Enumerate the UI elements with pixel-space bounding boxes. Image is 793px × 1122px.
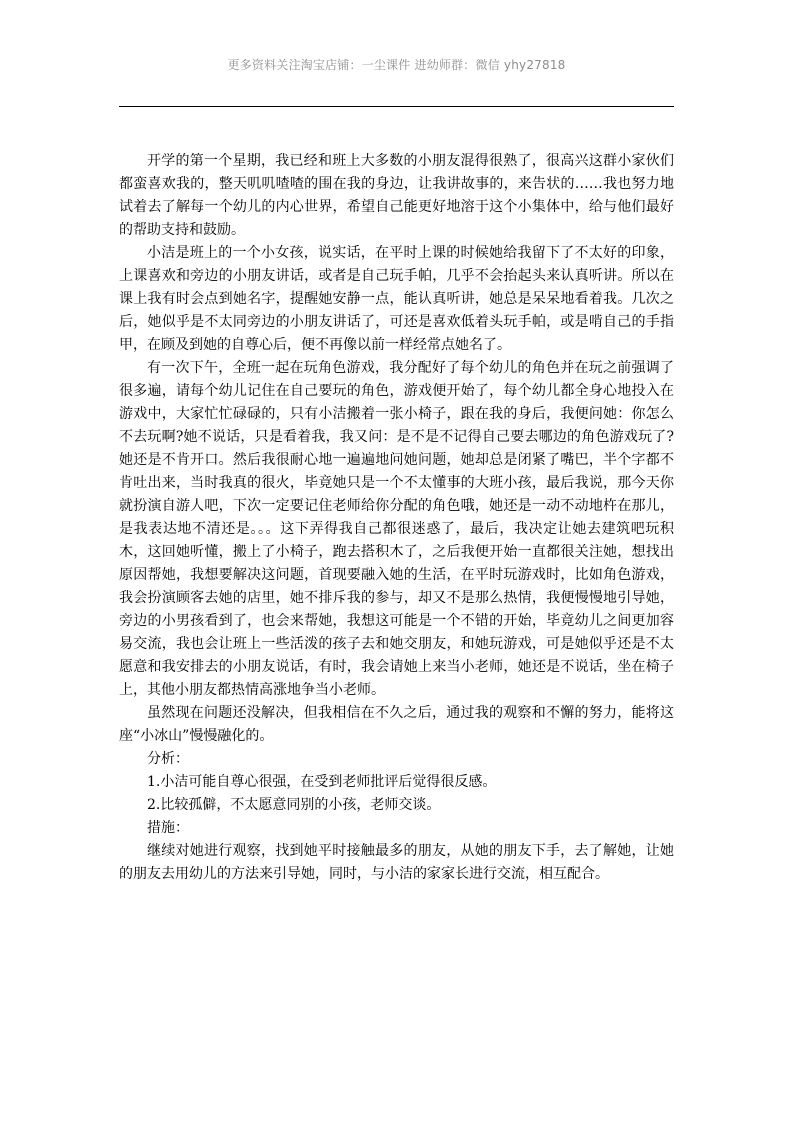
paragraph-background: 小洁是班上的一个小女孩，说实话，在平时上课的时候她给我留下了不太好的印象，上课喜欢和旁边的小朋友讲话，或者是自己玩手帕，几乎不会抬起头来认真听讲。所以在课上我有时会点到她名字，提醒她安静一点，能认真听讲，她总是呆呆地看着我。几次之后，她似乎是不太同旁边的小朋友讲话了，可还是喜欢低着头玩手帕，或是啃自己的手指甲，在顾及到她的自尊心后，便不再像以前一样经常点她名了。 [119, 245, 674, 353]
paragraph-outlook: 虽然现在问题还没解决，但我相信在不久之后，通过我的观察和不懈的努力，能将这座“小冰山”慢慢融化的。 [119, 705, 674, 744]
page-header-text: 更多资料关注淘宝店铺：一尘课件 进幼师群：微信 yhy27818 [227, 58, 566, 72]
document-body [119, 150, 674, 886]
measures-heading: 措施： [147, 820, 189, 836]
paragraph-incident: 有一次下午，全班一起在玩角色游戏，我分配好了每个幼儿的角色并在玩之前强调了很多遍，请每个幼儿记住在自己要玩的角色，游戏便开始了，每个幼儿都全身心地投入在游戏中，大家忙忙碌碌的，只有小洁搬着一张小椅子，跟在我的身后，我便问她：你怎么不去玩啊?她不说话，只是看着我，我又问：是不是不记得自己要去哪边的角色游戏玩了?她还是不肯开口。然后我很耐心地一遍遍地问她问题，她却总是闭紧了嘴巴，半个字都不肯吐出来，当时我真的很火，毕竟她只是一个不太懂事的大班小孩，最后我说，那今天你就扮演自游人吧，下次一定要记住老师给你分配的角色哦，她还是一动不动地杵在那儿，是我表达地不清还是。。。这下弄得我自己都很迷惑了，最后，我决定让她去建筑吧玩积木，这回她听懂，搬上了小椅子，跑去搭积木了，之后我便开始一直都很关注她，想找出原因帮她，我想要解决这问题，首现要融入她的生活，在平时玩游戏时，比如角色游戏，我会扮演顾客去她的店里，她不排斥我的参与，却又不是那么热情，我便慢慢地引导她，旁边的小男孩看到了，也会来帮她，我想这可能是一个不错的开始，毕竟幼儿之间更加容易交流，我也会让班上一些活泼的孩子去和她交朋友，和她玩游戏，可是她似乎还是不太愿意和我安排去的小朋友说话，有时，我会请她上来当小老师，她还是不说话，坐在椅子上，其他小朋友都热情高涨地争当小老师。 [119, 360, 674, 698]
header-divider [119, 106, 674, 107]
measures-text: 继续对她进行观察，找到她平时接触最多的朋友，从她的朋友下手，去了解她，让她的朋友去用幼儿的方法来引导她，同时，与小洁的家家长进行交流，相互配合。 [119, 843, 674, 882]
analysis-item-1: 1.小洁可能自尊心很强，在受到老师批评后觉得很反感。 [147, 774, 497, 790]
analysis-heading: 分析： [147, 751, 189, 767]
paragraph-intro: 开学的第一个星期，我已经和班上大多数的小朋友混得很熟了，很高兴这群小家伙们都蛮喜欢我的，整天叽叽喳喳的围在我的身边，让我讲故事的，来告状的……我也努力地试着去了解每一个幼儿的内心世界，希望自己能更好地溶于这个小集体中，给与他们最好的帮助支持和鼓励。 [119, 153, 674, 238]
analysis-item-2: 2.比较孤僻，不太愿意同别的小孩，老师交谈。 [147, 797, 441, 813]
